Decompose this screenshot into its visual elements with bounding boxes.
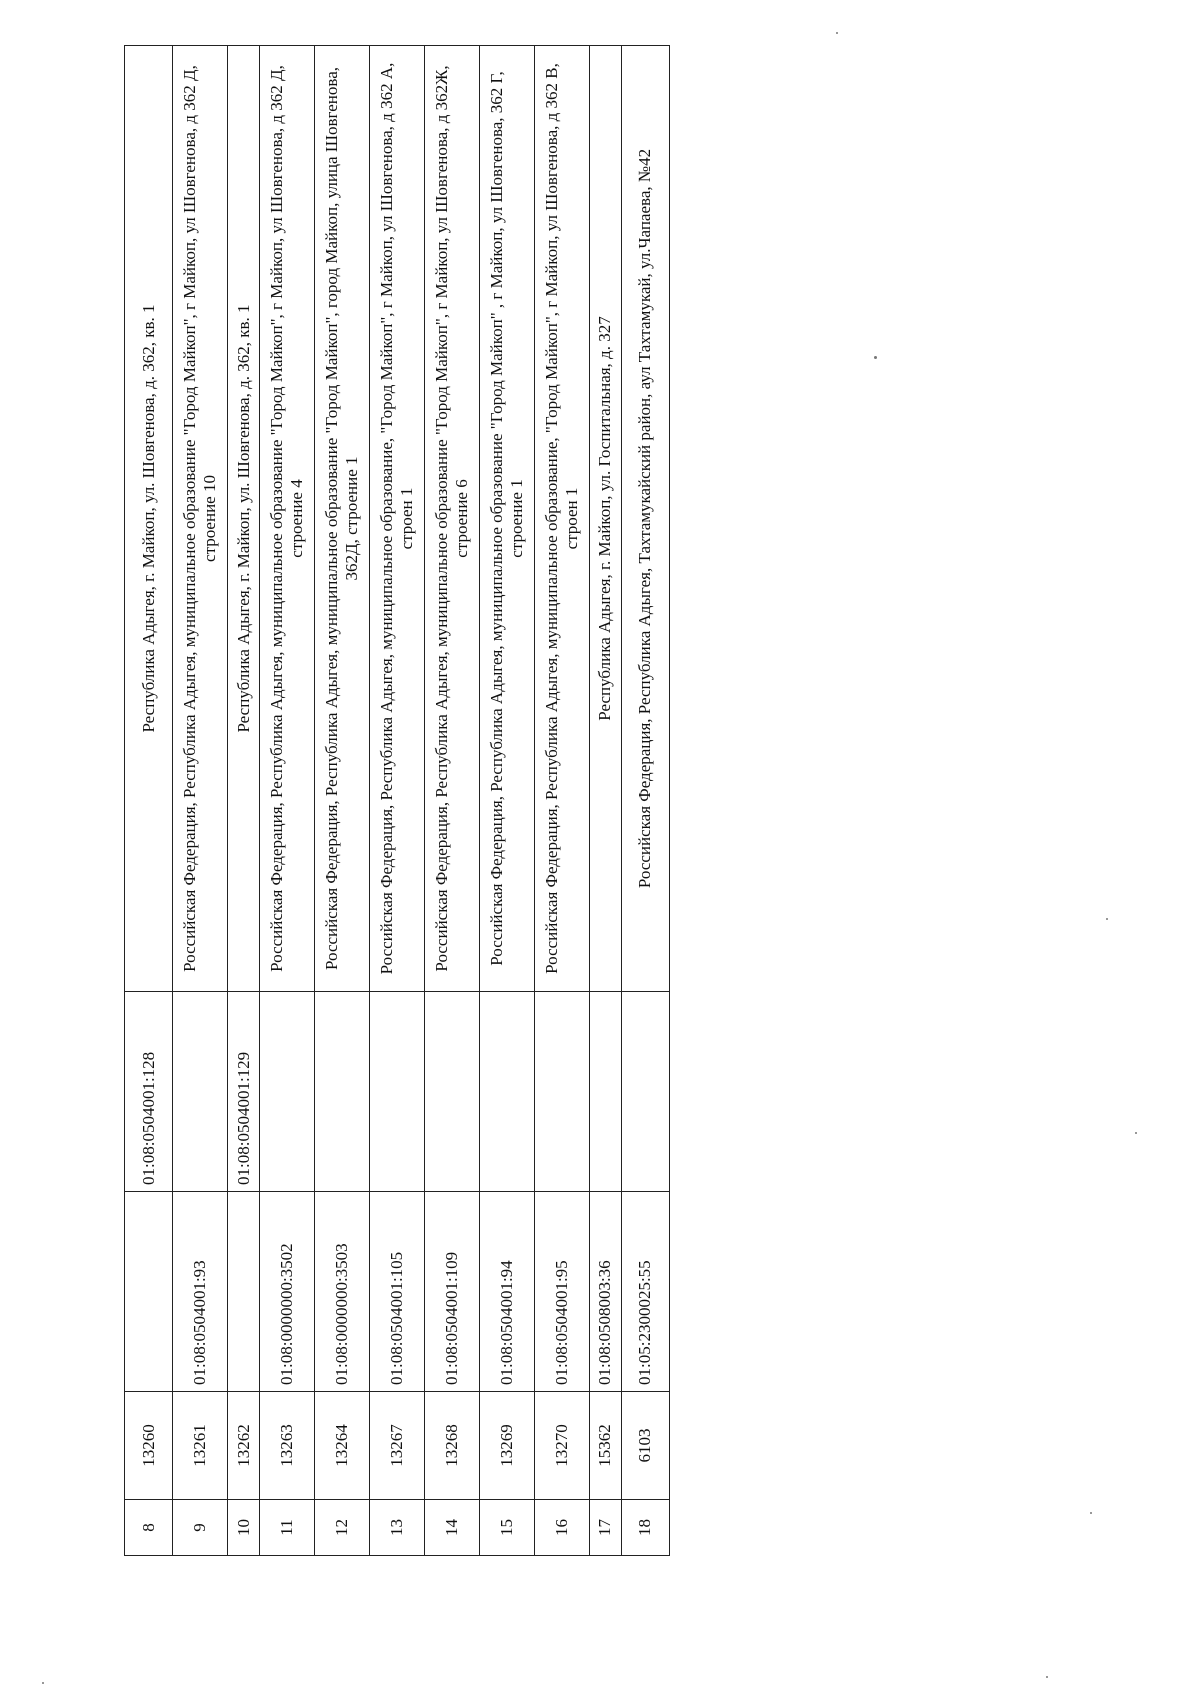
cadastral-number-primary: 01:05:2300025:55 (621, 1192, 669, 1392)
cadastral-number-primary: 01:08:0504001:105 (370, 1192, 425, 1392)
table-row (621, 46, 669, 1556)
register-table (124, 45, 670, 1556)
cadastral-number-secondary (260, 992, 315, 1192)
object-id: 13262 (228, 1392, 260, 1500)
cadastral-number-primary: 01:08:0504001:95 (534, 1192, 589, 1392)
table-row (479, 46, 534, 1556)
object-id: 13269 (479, 1392, 534, 1500)
cadastral-number-secondary (534, 992, 589, 1192)
address: Республика Адыгея, г. Майкоп, ул. Шовгенова, д. 362, кв. 1 (228, 46, 260, 992)
rotated-table-wrapper (124, 46, 670, 1556)
cadastral-number-secondary (479, 992, 534, 1192)
address: Российская Федерация, Республика Адыгея, муниципальное образование "Город Майкоп", город Майкоп, улица Шовгенова, 362Д, строение 1 (315, 46, 370, 992)
cadastral-number-secondary (621, 992, 669, 1192)
object-id: 6103 (621, 1392, 669, 1500)
object-id: 13267 (370, 1392, 425, 1500)
address: Российская Федерация, Республика Адыгея, муниципальное образование, "Город Майкоп", г Майкоп, ул Шовгенова, д 362 А, строен 1 (370, 46, 425, 992)
cadastral-number-primary: 01:08:0000000:3502 (260, 1192, 315, 1392)
cadastral-number-primary: 01:08:0000000:3503 (315, 1192, 370, 1392)
cadastral-number-primary: 01:08:0504001:94 (479, 1192, 534, 1392)
address: Российская Федерация, Республика Адыгея, Тахтамукайский район, аул Тахтамукай, ул.Чапаева, №42 (621, 46, 669, 992)
cadastral-number-secondary (315, 992, 370, 1192)
row-number: 12 (315, 1500, 370, 1556)
object-id: 13260 (125, 1392, 173, 1500)
scan-speck (836, 32, 838, 34)
address: Республика Адыгея, г. Майкоп, ул. Госпитальная, д. 327 (589, 46, 621, 992)
address: Республика Адыгея, г. Майкоп, ул. Шовгенова, д. 362, кв. 1 (125, 46, 173, 992)
row-number: 13 (370, 1500, 425, 1556)
scan-speck (42, 1682, 44, 1684)
table-row (125, 46, 173, 1556)
cadastral-number-primary: 01:08:0508003:36 (589, 1192, 621, 1392)
table-row (424, 46, 479, 1556)
row-number: 16 (534, 1500, 589, 1556)
cadastral-number-secondary (589, 992, 621, 1192)
cadastral-number-secondary: 01:08:0504001:128 (125, 992, 173, 1192)
object-id: 15362 (589, 1392, 621, 1500)
cadastral-number-primary (125, 1192, 173, 1392)
cadastral-number-secondary (173, 992, 228, 1192)
scan-speck (874, 356, 877, 359)
cadastral-number-secondary: 01:08:0504001:129 (228, 992, 260, 1192)
row-number: 17 (589, 1500, 621, 1556)
row-number: 10 (228, 1500, 260, 1556)
row-number: 8 (125, 1500, 173, 1556)
table-row (370, 46, 425, 1556)
table-row (534, 46, 589, 1556)
cadastral-number-secondary (370, 992, 425, 1192)
address: Российская Федерация, Республика Адыгея, муниципальное образование "Город Майкоп", г Майкоп, ул Шовгенова, д 362 Д, строение 4 (260, 46, 315, 992)
object-id: 13264 (315, 1392, 370, 1500)
object-id: 13263 (260, 1392, 315, 1500)
object-id: 13261 (173, 1392, 228, 1500)
object-id: 13268 (424, 1392, 479, 1500)
cadastral-number-secondary (424, 992, 479, 1192)
row-number: 14 (424, 1500, 479, 1556)
address: Российская Федерация, Республика Адыгея, муниципальное образование "Город Майкоп", г Майкоп, ул Шовгенова, д 362Ж, строение 6 (424, 46, 479, 992)
cadastral-number-primary: 01:08:0504001:93 (173, 1192, 228, 1392)
object-id: 13270 (534, 1392, 589, 1500)
table-row (260, 46, 315, 1556)
cadastral-number-primary (228, 1192, 260, 1392)
table-row (315, 46, 370, 1556)
address: Российская Федерация, Республика Адыгея, муниципальное образование "Город Майкоп", г Майкоп, ул Шовгенова, д 362 Д, строение 10 (173, 46, 228, 992)
scan-speck (1046, 1676, 1048, 1678)
address: Российская Федерация, Республика Адыгея, муниципальное образование "Город Майкоп" , г Майкоп, ул Шовгенова, 362 Г, строение 1 (479, 46, 534, 992)
address: Российская Федерация, Республика Адыгея, муниципальное образование, "Город Майкоп", г Майкоп, ул Шовгенова, д 362 В, строен 1 (534, 46, 589, 992)
row-number: 15 (479, 1500, 534, 1556)
row-number: 9 (173, 1500, 228, 1556)
scan-speck (1106, 918, 1108, 920)
scan-speck (1135, 1132, 1137, 1134)
row-number: 11 (260, 1500, 315, 1556)
scan-speck (1090, 1512, 1092, 1514)
table-row (173, 46, 228, 1556)
cadastral-number-primary: 01:08:0504001:109 (424, 1192, 479, 1392)
row-number: 18 (621, 1500, 669, 1556)
table-row (589, 46, 621, 1556)
table-row (228, 46, 260, 1556)
